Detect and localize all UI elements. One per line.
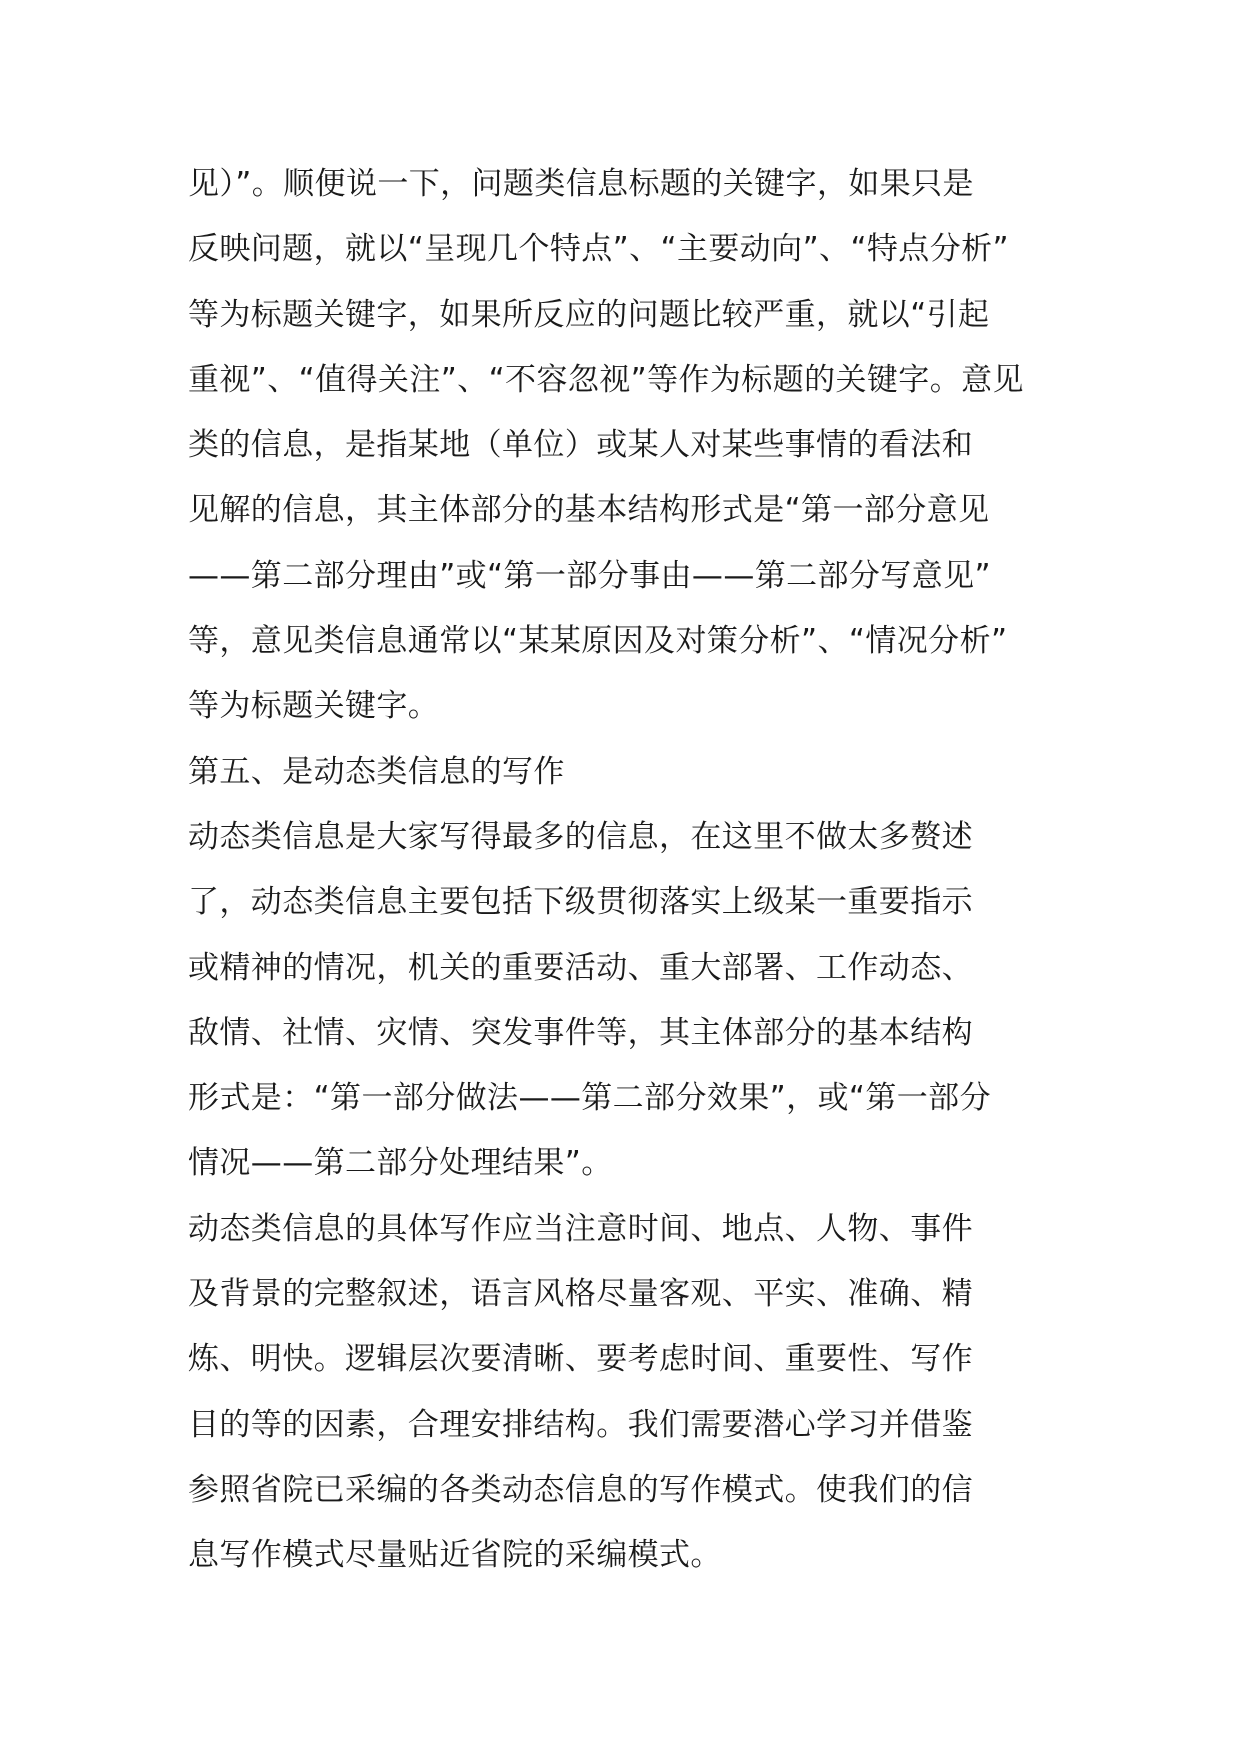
text-line: 息写作模式尽量贴近省院的采编模式。 xyxy=(188,1537,722,1574)
text-line: 参照省院已采编的各类动态信息的写作模式。使我们的信 xyxy=(188,1471,973,1508)
text-line: ——第二部分理由”或“第一部分事由——第二部分写意见” xyxy=(188,557,991,594)
text-line: 了，动态类信息主要包括下级贯彻落实上级某一重要指示 xyxy=(188,884,973,921)
text-line: 敌情、社情、灾情、突发事件等，其主体部分的基本结构 xyxy=(188,1014,973,1051)
text-line: 重视”、“值得关注”、“不容忽视”等作为标题的关键字。意见 xyxy=(188,361,1024,398)
text-line: 见）”。顺便说一下，问题类信息标题的关键字，如果只是 xyxy=(188,166,974,202)
text-line: 形式是：“第一部分做法——第二部分效果”，或“第一部分 xyxy=(188,1080,991,1117)
text-line: 等为标题关键字。 xyxy=(188,688,440,725)
text-line: 动态类信息的具体写作应当注意时间、地点、人物、事件 xyxy=(188,1210,973,1247)
text-line: 情况——第二部分处理结果”。 xyxy=(188,1145,613,1182)
text-line: 等，意见类信息通常以“某某原因及对策分析”、“情况分析” xyxy=(188,623,1008,660)
text-line: 反映问题，就以“呈现几个特点”、“主要动向”、“特点分析” xyxy=(188,231,1009,268)
document-body xyxy=(188,152,1068,1589)
text-line: 动态类信息是大家写得最多的信息，在这里不做太多赘述 xyxy=(188,818,973,855)
text-line: 及背景的完整叙述，语言风格尽量客观、平实、准确、精 xyxy=(188,1276,973,1313)
text-line: 见解的信息，其主体部分的基本结构形式是“第一部分意见 xyxy=(188,492,990,529)
text-line: 或精神的情况，机关的重要活动、重大部署、工作动态、 xyxy=(188,949,973,986)
text-line: 等为标题关键字，如果所反应的问题比较严重，就以“引起 xyxy=(188,296,990,333)
text-line: 类的信息，是指某地（单位）或某人对某些事情的看法和 xyxy=(188,427,973,464)
section-heading: 第五、是动态类信息的写作 xyxy=(188,753,565,790)
text-line: 炼、明快。逻辑层次要清晰、要考虑时间、重要性、写作 xyxy=(188,1341,973,1378)
text-line: 目的等的因素，合理安排结构。我们需要潜心学习并借鉴 xyxy=(188,1406,973,1443)
